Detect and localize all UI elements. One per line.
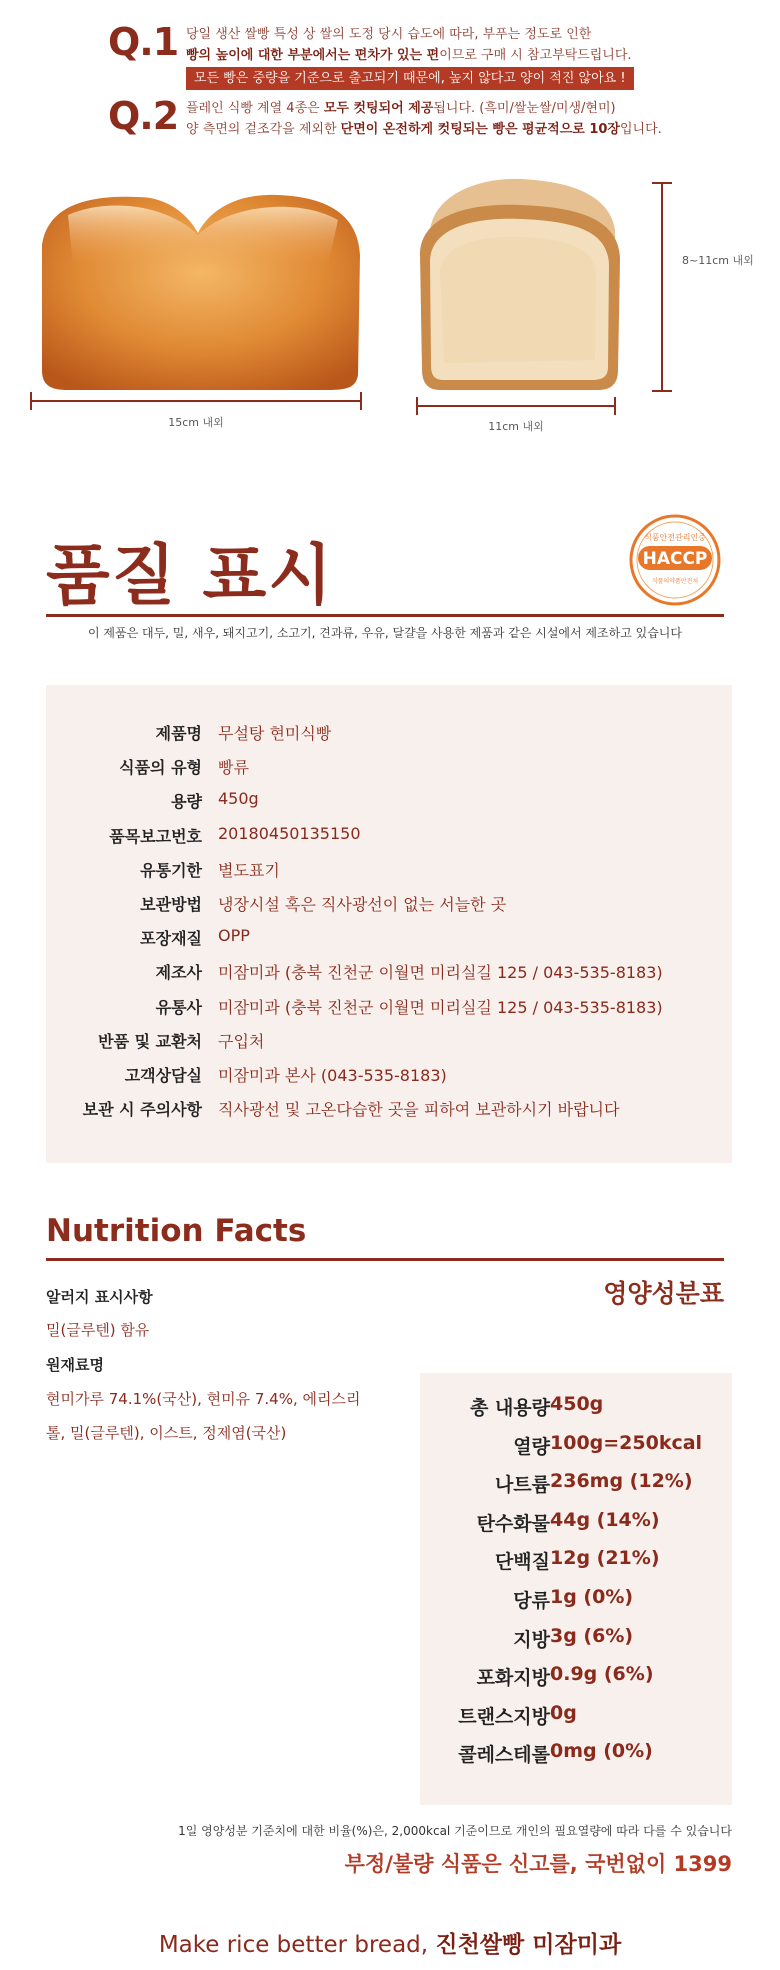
quality-row-key: 제품명 <box>155 724 202 743</box>
q1-line2 <box>186 45 634 66</box>
nutrition-row-key: 지방 <box>513 1628 550 1651</box>
quality-row <box>46 755 732 789</box>
quality-divider <box>46 614 724 617</box>
allergy-label: 알러지 표시사항 <box>46 1288 153 1306</box>
nutrition-rows <box>420 1393 732 1793</box>
allergy-facility-notice: 이 제품은 대두, 밀, 새우, 돼지고기, 소고기, 견과류, 우유, 달걀을 사용한 제품과 같은 시설에서 제조하고 있습니다 <box>88 626 682 640</box>
loaf-dimension-cap-left <box>30 392 32 410</box>
quality-row <box>46 1097 732 1131</box>
footer-slogan <box>0 1926 780 1959</box>
quality-row-value: 빵류 <box>218 758 249 778</box>
nutrition-row-key: 총 내용량 <box>469 1397 550 1419</box>
nutrition-row-value: 1g (0%) <box>550 1586 634 1608</box>
nutrition-row-value: 450g <box>550 1393 604 1415</box>
quality-row-value: 미잠미과 본사 (043-535-8183) <box>218 1066 447 1085</box>
slice-height-line <box>661 182 663 392</box>
nutrition-row <box>420 1625 732 1663</box>
ingredients-label: 원재료명 <box>46 1356 104 1374</box>
quality-row-key: 유통기한 <box>140 860 202 880</box>
q1-line2-bold: 빵의 높이에 대한 부분에서는 편차가 있는 편 <box>186 48 440 63</box>
quality-row-value: 20180450135150 <box>218 823 361 843</box>
quality-info-box <box>46 685 732 1163</box>
q2-line1-pre: 플레인 식빵 계열 4종은 <box>186 101 324 116</box>
slice-height-cap-top <box>652 182 672 184</box>
quality-row-key: 품목보고번호 <box>109 826 202 846</box>
loaf-dimension-cap-right <box>360 392 362 410</box>
quality-title: 품질 표시 <box>46 537 335 614</box>
nutrition-row-value: 0g <box>550 1701 577 1724</box>
nutrition-box <box>420 1373 732 1805</box>
quality-row-value: 직사광선 및 고온다습한 곳을 피하여 보관하시기 바랍니다 <box>218 1100 620 1120</box>
q2-line2-pre: 양 측면의 겉조각을 제외한 <box>186 122 341 137</box>
quality-row <box>46 926 732 960</box>
nutrition-row <box>420 1740 732 1778</box>
quality-row-value: 냉장시설 혹은 직사광선이 없는 서늘한 곳 <box>218 895 507 914</box>
quality-row-key: 보관 시 주의사항 <box>82 1100 202 1120</box>
nutrition-row-value: 3g (6%) <box>550 1624 634 1647</box>
nutrition-row <box>420 1702 732 1740</box>
quality-row-key: 제조사 <box>155 963 202 983</box>
q2-line2-post: 입니다. <box>620 122 662 137</box>
quality-row <box>46 721 732 755</box>
quality-row <box>46 960 732 994</box>
q2-line1 <box>186 98 662 119</box>
q1-line1: 당일 생산 쌀빵 특성 상 쌀의 도정 당시 습도에 따라, 부푸는 정도로 인한 <box>186 27 592 42</box>
bread-loaf-image <box>28 175 368 400</box>
footer-slogan-text: Make rice better bread, <box>158 1932 436 1958</box>
quality-row <box>46 1029 732 1063</box>
quality-rows <box>46 721 732 1141</box>
nutrition-divider <box>46 1258 724 1261</box>
quality-row <box>46 858 732 892</box>
haccp-top-text: 식품안전관리인증 <box>644 533 706 542</box>
nutrition-row-key: 열량 <box>513 1435 550 1458</box>
haccp-badge-icon <box>628 513 722 607</box>
nutrition-row-key: 트랜스지방 <box>458 1705 550 1728</box>
quality-row-value: 구입처 <box>218 1031 265 1051</box>
footer-brand: 진천쌀빵 미잠미과 <box>435 1932 622 1958</box>
ingredients-line1: 현미가루 74.1%(국산), 현미유 7.4%, 에리스리 <box>46 1390 361 1408</box>
quality-row <box>46 995 732 1029</box>
slice-dimension-line <box>416 405 616 407</box>
nutrition-row-key: 나트륨 <box>494 1474 550 1497</box>
nutrition-row-key: 단백질 <box>494 1551 550 1574</box>
nutrition-row-key: 포화지방 <box>476 1667 550 1690</box>
quality-row <box>46 892 732 926</box>
ingredients-line2: 톨, 밀(글루텐), 이스트, 정제염(국산) <box>46 1424 287 1442</box>
quality-row-key: 반품 및 교환처 <box>98 1031 202 1051</box>
q2-line2 <box>186 119 662 140</box>
nutrition-row-value: 100g=250kcal <box>550 1431 703 1454</box>
nutrition-row <box>420 1509 732 1547</box>
slice-height-cap-bottom <box>652 390 672 392</box>
allergy-value: 밀(글루텐) 함유 <box>46 1321 150 1339</box>
nutrition-title: Nutrition Facts <box>46 1213 307 1249</box>
q2-label: Q.2 <box>108 94 179 138</box>
q1-notice: 모든 빵은 중량을 기준으로 출고되기 때문에, 높지 않다고 양이 적진 않아요 ! <box>186 67 634 90</box>
slice-width-label: 11cm 내외 <box>488 420 544 433</box>
nutrition-row-value: 0mg (0%) <box>550 1740 653 1763</box>
nutrition-row-value: 0.9g (6%) <box>550 1663 654 1686</box>
nutrition-row-value: 44g (14%) <box>550 1508 660 1531</box>
quality-row-key: 고객상담실 <box>124 1066 202 1085</box>
quality-row-key: 용량 <box>171 792 202 812</box>
slice-height-label: 8~11cm 내외 <box>682 254 754 267</box>
quality-row-value: OPP <box>218 926 250 946</box>
quality-row-key: 유통사 <box>155 997 202 1017</box>
loaf-dimension-line <box>30 400 362 402</box>
quality-row-value: 미잠미과 (충북 진천군 이월면 미리실길 125 / 043-535-8183) <box>218 997 663 1017</box>
quality-row-key: 보관방법 <box>140 895 202 914</box>
slice-dimension-cap-left <box>416 397 418 415</box>
nutrition-row-key: 콜레스테롤 <box>458 1744 550 1767</box>
loaf-width-label: 15cm 내외 <box>168 416 224 429</box>
nutrition-row <box>420 1470 732 1508</box>
q1-text <box>186 24 634 90</box>
nutrition-footnote: 1일 영양성분 기준치에 대한 비율(%)은, 2,000kcal 기준이므로 개인의 필요열량에 따라 다를 수 있습니다 <box>178 1824 732 1838</box>
q2-line1-bold: 모두 컷팅되어 제공 <box>323 101 434 116</box>
quality-row-key: 식품의 유형 <box>119 758 202 778</box>
quality-row <box>46 1063 732 1097</box>
q2-line2-bold: 단면이 온전하게 컷팅되는 빵은 평균적으로 10장 <box>340 122 620 137</box>
quality-row-key: 포장재질 <box>140 929 202 949</box>
quality-row-value: 별도표기 <box>218 860 280 880</box>
nutrition-row-key: 탄수화물 <box>476 1512 550 1535</box>
bread-slice-image <box>410 175 635 400</box>
quality-row <box>46 789 732 823</box>
haccp-bottom-text: 식품의약품안전처 <box>651 578 699 585</box>
nutrition-row-value: 236mg (12%) <box>550 1470 693 1493</box>
nutrition-row <box>420 1586 732 1624</box>
q1-label: Q.1 <box>108 20 179 64</box>
nutrition-row <box>420 1547 732 1585</box>
haccp-main-text: HACCP <box>642 549 708 569</box>
quality-row-value: 미잠미과 (충북 진천군 이월면 미리실길 125 / 043-535-8183) <box>218 963 663 983</box>
slice-dimension-cap-right <box>614 397 616 415</box>
report-hotline: 부정/불량 식품은 신고를, 국번없이 1399 <box>344 1852 732 1876</box>
nutrition-kr-title: 영양성분표 <box>603 1279 724 1308</box>
q2-line1-post: 됩니다. (흑미/쌀눈쌀/미생/현미) <box>433 101 616 116</box>
nutrition-row <box>420 1432 732 1470</box>
nutrition-row <box>420 1393 732 1431</box>
nutrition-row <box>420 1663 732 1701</box>
q2-text <box>186 98 662 140</box>
quality-row-value: 무설탕 현미식빵 <box>218 724 332 743</box>
quality-row-value: 450g <box>218 789 259 809</box>
nutrition-row-value: 12g (21%) <box>550 1547 660 1570</box>
q1-line2-rest: 이므로 구매 시 참고부탁드립니다. <box>439 48 632 63</box>
nutrition-row-key: 당류 <box>513 1590 550 1612</box>
quality-row <box>46 824 732 858</box>
